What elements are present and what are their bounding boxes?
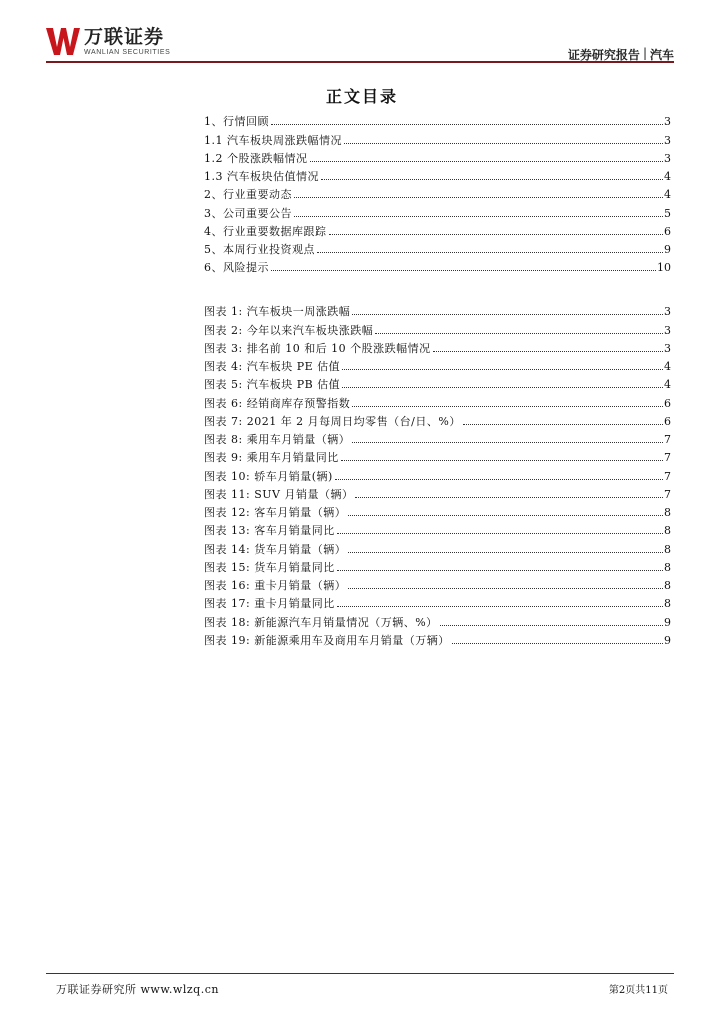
figure-entry-label: 图表 15: 货车月销量同比 bbox=[204, 560, 335, 574]
figure-entry-page: 8 bbox=[664, 597, 671, 611]
toc-entry-page: 4 bbox=[664, 188, 671, 202]
figure-entry-page: 3 bbox=[664, 341, 671, 355]
figure-entry-page: 6 bbox=[664, 414, 671, 428]
dot-leader bbox=[352, 442, 663, 443]
toc-entry-page: 9 bbox=[664, 243, 671, 256]
dot-leader bbox=[352, 406, 663, 407]
figure-entry[interactable] bbox=[204, 355, 671, 373]
toc-entry-page: 6 bbox=[664, 224, 671, 238]
toc-entry[interactable] bbox=[204, 128, 671, 146]
toc-entry-page: 5 bbox=[664, 206, 671, 220]
dot-leader bbox=[271, 270, 656, 271]
toc-entry[interactable] bbox=[204, 256, 671, 274]
report-type: 证券研究报告 bbox=[567, 48, 640, 62]
figure-entry-label: 图表 6: 经销商库存预警指数 bbox=[204, 396, 351, 410]
page-title: 正文目录 bbox=[325, 87, 398, 106]
toc-entry[interactable] bbox=[204, 201, 671, 219]
figure-entry-label: 图表 4: 汽车板块 PE 估值 bbox=[204, 360, 341, 373]
figure-entry[interactable] bbox=[204, 318, 671, 336]
figure-entry-page: 8 bbox=[664, 579, 671, 592]
company-logo bbox=[46, 26, 170, 57]
report-sector: 汽车 bbox=[649, 48, 674, 62]
figure-entry[interactable] bbox=[204, 483, 671, 501]
figure-entry-label: 图表 19: 新能源乘用车及商用车月销量（万辆） bbox=[204, 633, 450, 647]
figure-entry[interactable] bbox=[204, 300, 671, 318]
figure-entry-page: 6 bbox=[664, 396, 671, 410]
figure-entry-page: 7 bbox=[664, 487, 671, 501]
figure-entry-label: 图表 5: 汽车板块 PB 估值 bbox=[204, 378, 341, 392]
toc-sections bbox=[204, 110, 671, 274]
toc-entry-label: 4、行业重要数据库跟踪 bbox=[204, 224, 327, 238]
toc-entry[interactable] bbox=[204, 147, 671, 165]
figure-entry[interactable] bbox=[204, 428, 671, 446]
figure-entry[interactable] bbox=[204, 391, 671, 409]
toc-entry-page: 4 bbox=[664, 170, 671, 183]
figure-entry-page: 8 bbox=[664, 506, 671, 519]
figure-entry[interactable] bbox=[204, 519, 671, 537]
figure-entry-page: 8 bbox=[664, 560, 671, 574]
dot-leader bbox=[355, 497, 663, 498]
figure-entry-page: 7 bbox=[664, 469, 671, 483]
figure-entry-label: 图表 17: 重卡月销量同比 bbox=[204, 597, 335, 611]
toc-entry-label: 1、行情回顾 bbox=[204, 115, 269, 129]
figure-entry[interactable] bbox=[204, 556, 671, 574]
figure-entry-label: 图表 2: 今年以来汽车板块涨跌幅 bbox=[204, 323, 374, 337]
dot-leader bbox=[335, 479, 663, 480]
dot-leader bbox=[348, 588, 663, 589]
figure-entry[interactable] bbox=[204, 537, 671, 555]
figure-entry-page: 8 bbox=[664, 542, 671, 556]
dot-leader bbox=[317, 252, 663, 253]
toc-entry[interactable] bbox=[204, 110, 671, 128]
figure-entry-label: 图表 16: 重卡月销量（辆） bbox=[204, 579, 347, 592]
figure-entry-label: 图表 18: 新能源汽车月销量情况（万辆、%） bbox=[204, 615, 438, 629]
dot-leader bbox=[433, 351, 663, 352]
toc-figures bbox=[204, 300, 671, 647]
toc-entry[interactable] bbox=[204, 183, 671, 201]
figure-entry-page: 7 bbox=[664, 433, 671, 446]
figure-entry[interactable] bbox=[204, 574, 671, 592]
toc-entry-page: 3 bbox=[664, 133, 671, 147]
toc-entry-label: 5、本周行业投资观点 bbox=[204, 243, 315, 256]
toc-entry-page: 3 bbox=[664, 151, 671, 165]
dot-leader bbox=[294, 216, 663, 217]
dot-leader bbox=[337, 533, 663, 534]
dot-leader bbox=[271, 124, 663, 125]
figure-entry-label: 图表 9: 乘用车月销量同比 bbox=[204, 451, 339, 465]
figure-entry[interactable] bbox=[204, 373, 671, 391]
figure-entry[interactable] bbox=[204, 446, 671, 464]
figure-entry-label: 图表 1: 汽车板块一周涨跌幅 bbox=[204, 305, 351, 319]
dot-leader bbox=[337, 570, 663, 571]
dot-leader bbox=[348, 552, 663, 553]
logo-english-name: WANLIAN SECURITIES bbox=[84, 49, 171, 56]
toc-entry-label: 3、公司重要公告 bbox=[204, 206, 292, 220]
figure-entry[interactable] bbox=[204, 629, 671, 647]
dot-leader bbox=[348, 515, 663, 516]
figure-entry-page: 3 bbox=[664, 323, 671, 337]
toc-entry-label: 2、行业重要动态 bbox=[204, 188, 292, 202]
figure-entry[interactable] bbox=[204, 610, 671, 628]
dot-leader bbox=[321, 179, 663, 180]
figure-entry[interactable] bbox=[204, 410, 671, 428]
figure-entry-page: 9 bbox=[664, 615, 671, 629]
logo-chinese-name: 万联证券 bbox=[84, 26, 165, 48]
figure-entry-page: 3 bbox=[664, 305, 671, 319]
toc-entry-page: 3 bbox=[664, 115, 671, 129]
toc-entry-label: 1.3 汽车板块估值情况 bbox=[204, 170, 319, 183]
dot-leader bbox=[344, 143, 663, 144]
figure-entry-label: 图表 10: 轿车月销量(辆) bbox=[204, 469, 333, 483]
dot-leader bbox=[342, 387, 663, 388]
figure-entry[interactable] bbox=[204, 337, 671, 355]
wanlian-logo-icon bbox=[46, 26, 80, 56]
dot-leader bbox=[352, 314, 663, 315]
toc-entry[interactable] bbox=[204, 165, 671, 183]
toc-entry-label: 1.1 汽车板块周涨跌幅情况 bbox=[204, 133, 342, 147]
figure-entry-label: 图表 11: SUV 月销量（辆） bbox=[204, 487, 354, 501]
footer-rule bbox=[46, 973, 674, 974]
figure-entry[interactable] bbox=[204, 464, 671, 482]
dot-leader bbox=[329, 234, 664, 235]
figure-entry-page: 9 bbox=[664, 633, 671, 647]
page-number: 第2页共11页 bbox=[608, 985, 668, 996]
dot-leader bbox=[375, 333, 663, 334]
footer-source: 万联证券研究所 www.wlzq.cn bbox=[56, 983, 219, 996]
dot-leader bbox=[294, 197, 663, 198]
page-header bbox=[46, 26, 674, 62]
header-rule bbox=[46, 61, 674, 63]
figure-entry[interactable] bbox=[204, 592, 671, 610]
toc-entry-page: 10 bbox=[657, 261, 671, 275]
dot-leader bbox=[342, 369, 663, 370]
dot-leader bbox=[463, 424, 663, 425]
toc-entry-label: 6、风险提示 bbox=[204, 261, 269, 275]
toc-entry[interactable] bbox=[204, 238, 671, 256]
toc-entry[interactable] bbox=[204, 220, 671, 238]
header-separator: | bbox=[642, 46, 647, 60]
figure-entry-label: 图表 14: 货车月销量（辆） bbox=[204, 542, 347, 556]
figure-entry-page: 4 bbox=[664, 378, 671, 392]
figure-entry-label: 图表 3: 排名前 10 和后 10 个股涨跌幅情况 bbox=[204, 341, 431, 355]
figure-entry-label: 图表 12: 客车月销量（辆） bbox=[204, 506, 347, 519]
dot-leader bbox=[440, 625, 663, 626]
figure-entry-page: 8 bbox=[664, 524, 671, 538]
dot-leader bbox=[452, 643, 663, 644]
figure-entry-label: 图表 8: 乘用车月销量（辆） bbox=[204, 433, 351, 446]
figure-entry-page: 7 bbox=[664, 451, 671, 465]
dot-leader bbox=[337, 606, 663, 607]
figure-entry[interactable] bbox=[204, 501, 671, 519]
toc-entry-label: 1.2 个股涨跌幅情况 bbox=[204, 151, 308, 165]
figure-entry-label: 图表 13: 客车月销量同比 bbox=[204, 524, 335, 538]
dot-leader bbox=[341, 460, 663, 461]
figure-entry-label: 图表 7: 2021 年 2 月每周日均零售（台/日、%） bbox=[204, 414, 461, 428]
figure-entry-page: 4 bbox=[664, 360, 671, 373]
dot-leader bbox=[310, 161, 664, 162]
